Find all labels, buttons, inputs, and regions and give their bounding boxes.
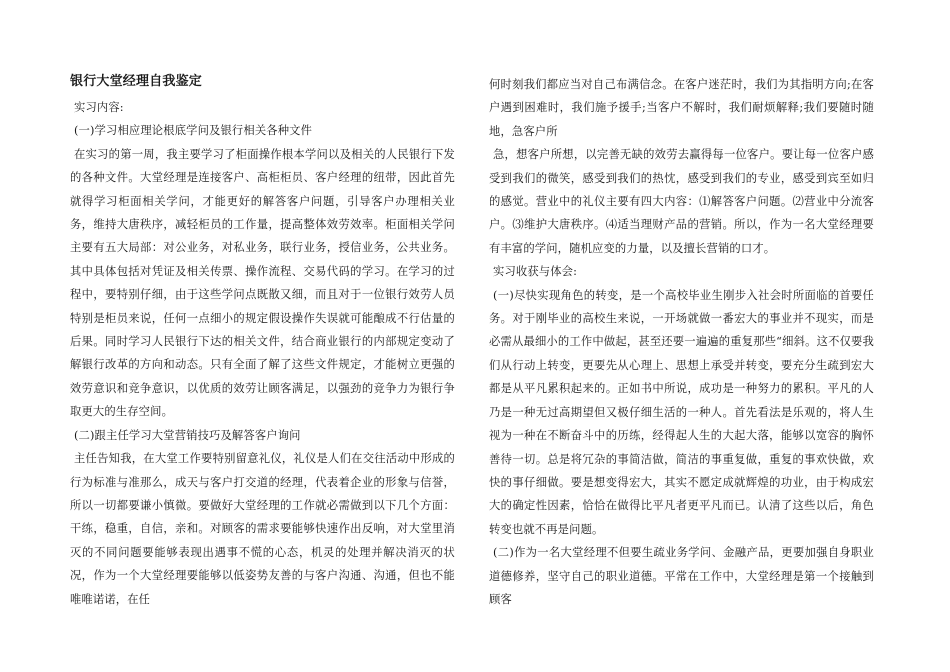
paragraph-ethics: (二)作为一名大堂经理不但要生疏业务学问、金融产品，更要加强自身职业道德修养，坚守自己的职业道德。平常在工作中，大堂经理是第一个接触到顾客 [489, 546, 874, 606]
paragraph-study-documents: 在实习的第一周，我主要学习了柜面操作根本学问以及相关的人民银行下发的各种文件。大堂经理是连接客户、高柜柜员、客户经理的纽带，因此首先就得学习柜面相关学问，才能更好的解答客户问题，引导客户办理相关业务，维持大唐秩序，减轻柜员的工作量，提高整体效劳效率。柜面相关学问主要有五大局部：对公业务，对私业务，联行业务，授信业务，公共业务。其中具体包括对凭证及相关传票、操作流程、交易代码的学习。在学习的过程中，要特别仔细，由于这些学问点既散又细，而且对于一位银行效劳人员特别是柜员来说，任何一点细小的规定假设操作失误就可能酿成不行估量的后果。同时学习人民银行下达的相关文件，结合商业银行的内部规定变动了解银行改革的方向和动态。只有全面了解了这些文件规定，才能树立更强的效劳意识和竞争意识，以优质的效劳让顾客满足，以强劲的竞争力为银行争取更大的生存空间。 [70, 147, 455, 419]
subsection-heading-1: (一)学习相应理论根底学问及银行相关各种文件 [74, 124, 313, 138]
right-column [489, 73, 874, 611]
paragraph-service: 急，想客户所想，以完善无缺的效劳去赢得每一位客户。要让每一位客户感受到我们的微笑，感受到我们的热忱，感受到我们的专业，感受到宾至如归的感觉。营业中的礼仪主要有四大内容：⑴解答客户问题。⑵营业中分流客户。⑶维护大唐秩序。⑷适当理财产品的营销。所以，作为一名大堂经理要有丰富的学问，随机应变的力量，以及擅长营销的口才。 [489, 148, 874, 255]
paragraph-continued: 何时刻我们都应当对自己布满信念。在客户迷茫时，我们为其指明方向;在客户遇到困难时，我们施予援手;当客户不解时，我们耐烦解释;我们要随时随地，急客户所 [489, 78, 874, 138]
section-heading-gains: 实习收获与体会: [493, 265, 578, 279]
subsection-heading-2: (二)跟主任学习大堂营销技巧及解答客户询问 [74, 428, 301, 442]
document-title: 银行大堂经理自我鉴定 [70, 74, 203, 89]
left-column [70, 71, 455, 611]
paragraph-etiquette: 主任告知我，在大堂工作要特别留意礼仪，礼仪是人们在交往活动中形成的行为标准与准那么，成天与客户打交道的经理，代表着企业的形象与信誉，所以一切都要谦小慎微。要做好大堂经理的工作就必需做到以下几个方面：干练，稳重，自信，亲和。对顾客的需求要能够快速作出反响，对大堂里消灭的不同问题要能够表现出遇事不慌的心态，机灵的处理并解决消灭的状况，作为一个大堂经理要能够以低姿势友善的与客户沟通、沟通，但也不能唯唯诺诺，在任 [70, 452, 455, 606]
paragraph-role-change: (一)尽快实现角色的转变，是一个高校毕业生刚步入社会时所面临的首要任务。对于刚毕业的高校生来说，一开场就做一番宏大的事业并不现实，而是必需从最细小的工作中做起，甚至还要一遍遍的重复那些“细斜。这不仅要我们从行动上转变，更要先从心理上、思想上承受并转变，要充分生疏到宏大都是从平凡累积起来的。正如书中所说，成功是一种努力的累积。平凡的人乃是一种无过高期望但又极仔细生活的一种人。首先看法是乐观的，将人生视为一种在不断奋斗中的历练，经得起人生的大起大落，能够以宽容的胸怀善待一切。总是将冗杂的事简洁做，简洁的事重复做，重复的事欢快做，欢快的事仔细做。要是想变得宏大，其实不愿定成就辉煌的功业，由于构成宏大的确定性因素，恰恰在做得比平凡者更平凡而已。认清了这些以后，角色转变也就不再是问题。 [489, 288, 874, 536]
section-heading-content: 实习内容: [74, 101, 124, 114]
